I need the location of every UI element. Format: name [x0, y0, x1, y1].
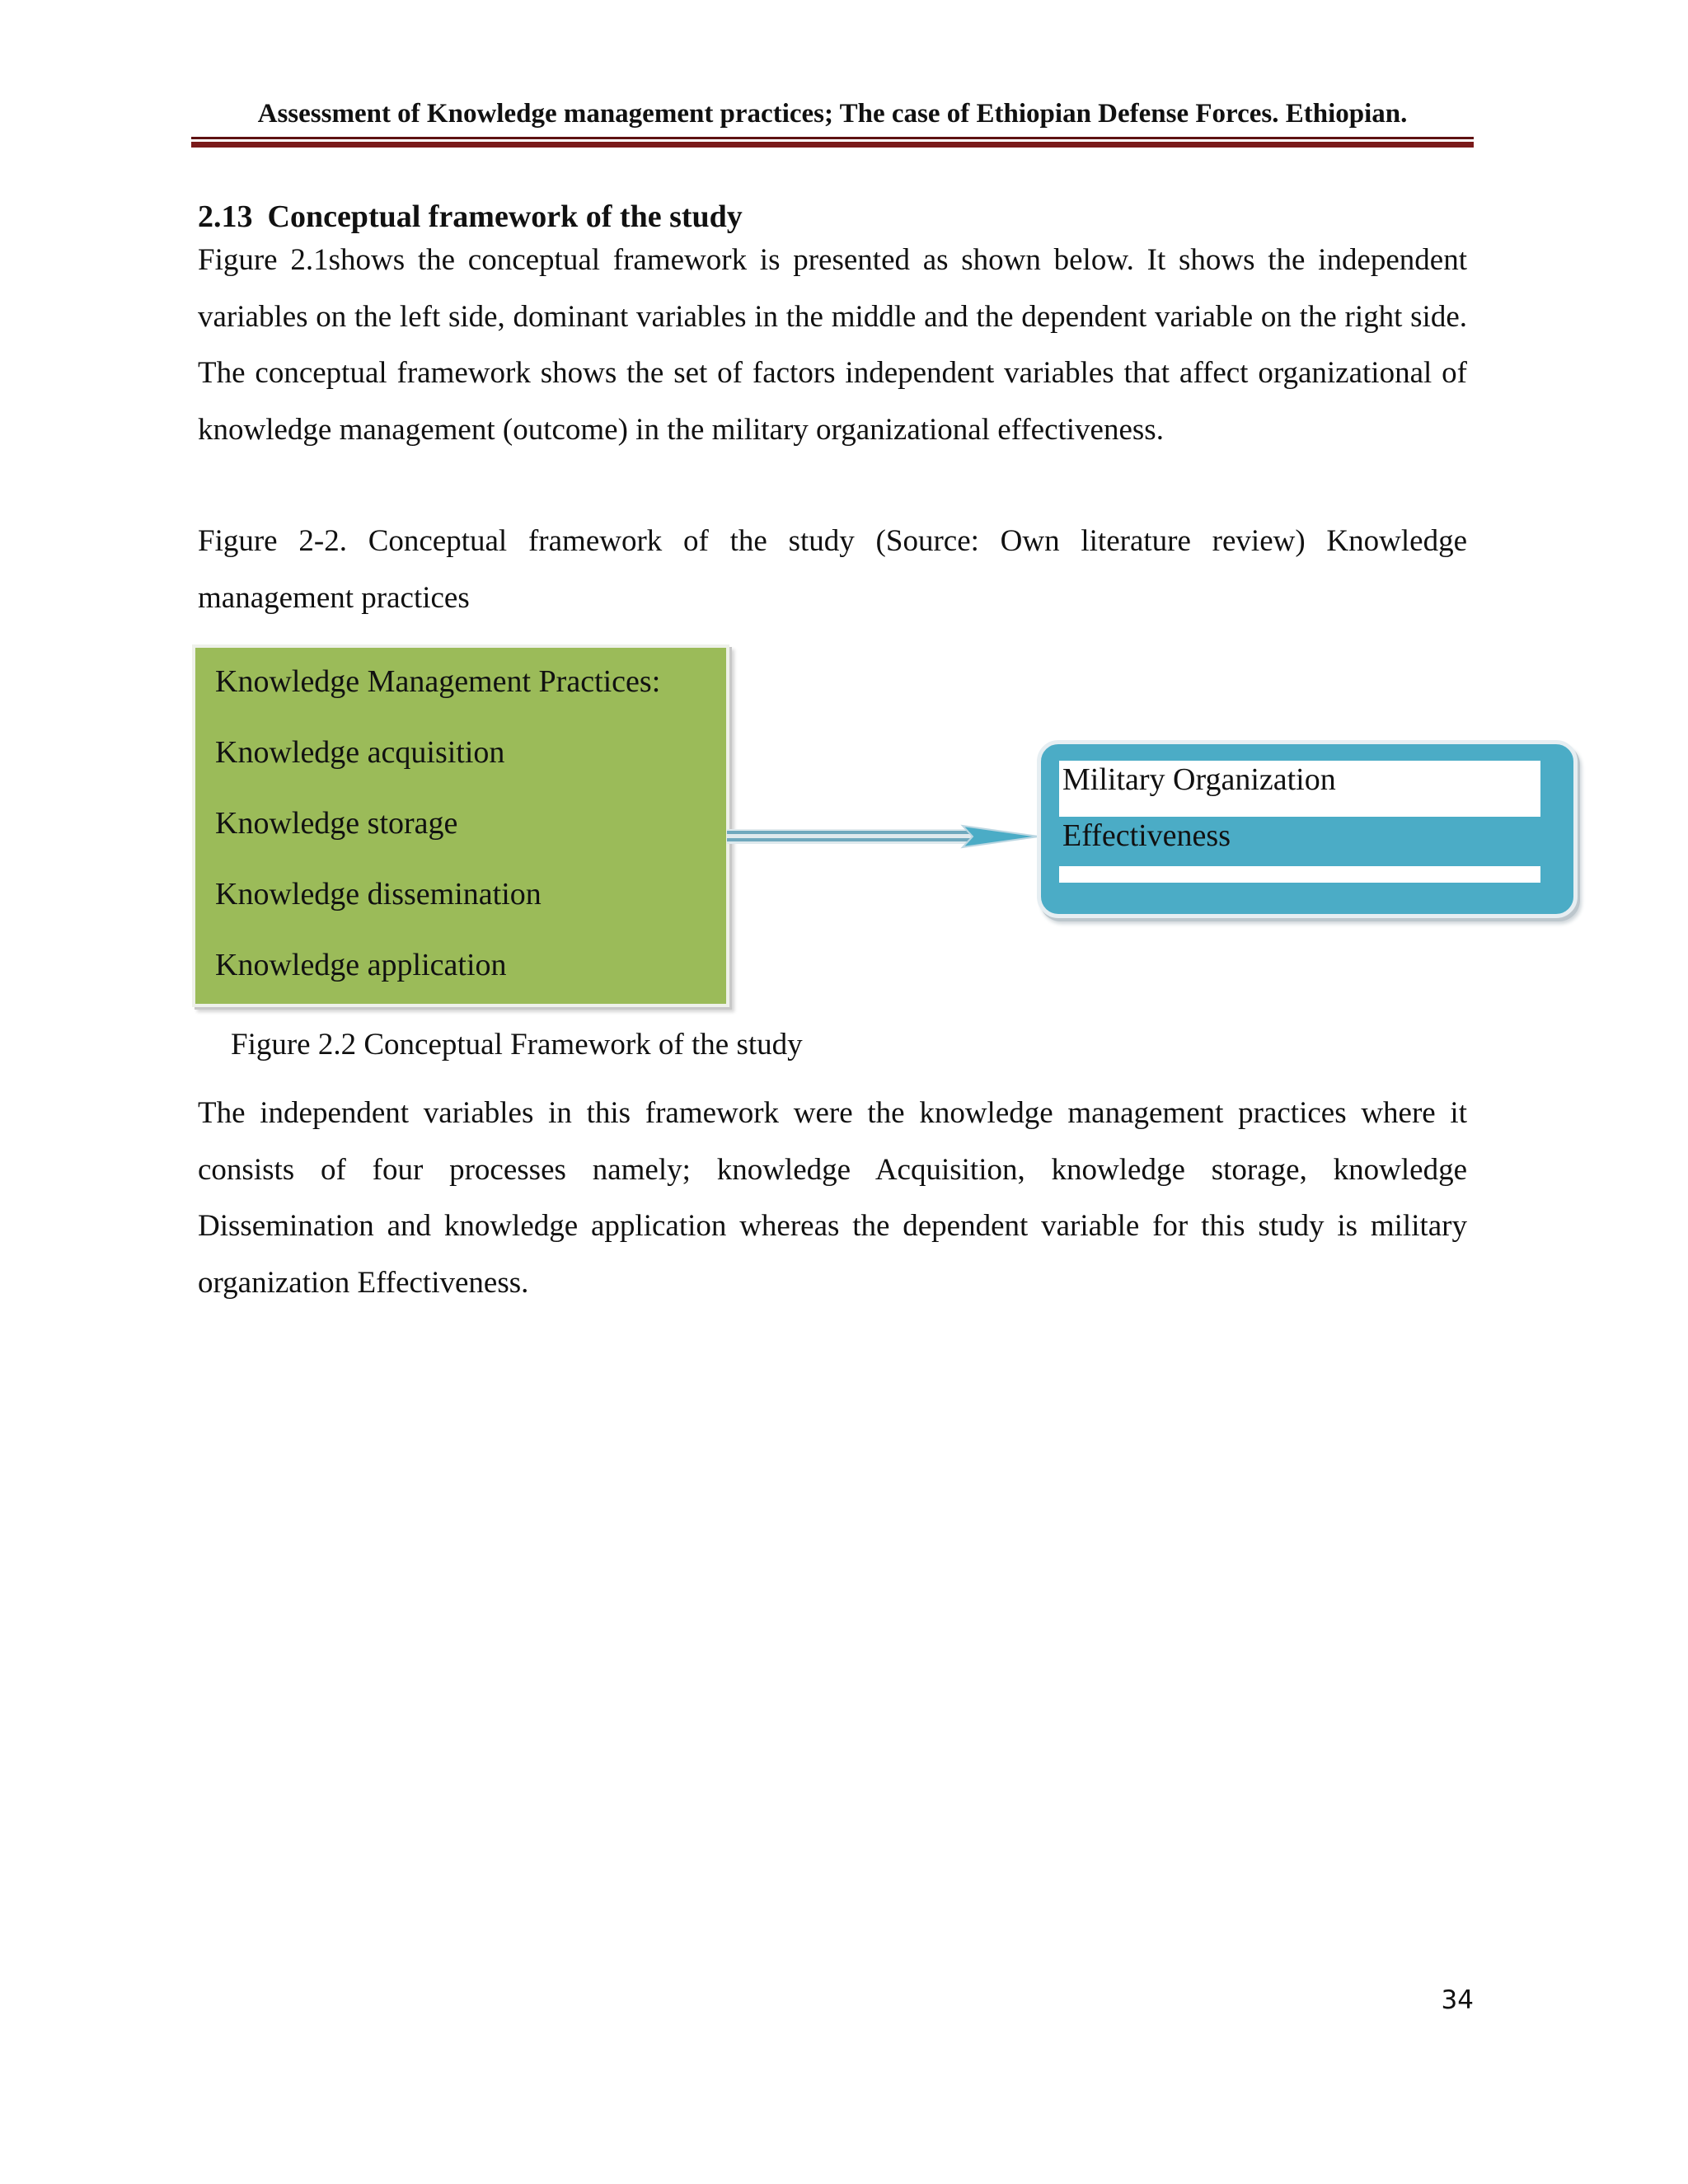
intro-paragraph: Figure 2.1shows the conceptual framework is presented as shown below. It shows the independent variables on the left side, dominant variables in the middle and the dependent variable on the right side. The conceptual framework shows the set of factors independent variables that affect organizational of knowledge management (outcome) in the military organizational effectiveness.: [198, 243, 1467, 447]
framework-arrow: [724, 816, 1045, 857]
practice-item: Knowledge application: [215, 948, 507, 982]
framework-box-heading: Knowledge Management Practices:: [215, 664, 661, 699]
header-rule-thick: [191, 142, 1474, 148]
dependent-variable-empty-row: [1059, 866, 1540, 883]
running-header: Assessment of Knowledge management practices; The case of Ethiopian Defense Forces. Ethiopian.: [257, 99, 1408, 129]
figure-reference-paragraph: Figure 2-2. Conceptual framework of the study (Source: Own literature review) Knowledge management practices: [198, 524, 1467, 615]
section-title: Conceptual framework of the study: [267, 199, 743, 234]
practice-item: Knowledge dissemination: [215, 877, 542, 912]
section-heading: [198, 198, 743, 236]
figure-caption: Figure 2.2 Conceptual Framework of the study: [231, 1028, 803, 1062]
arrow-head: [963, 826, 1039, 847]
arrow-shaft-top: [727, 831, 971, 834]
section-number: 2.13: [198, 199, 253, 234]
dependent-variable-box: [1037, 740, 1578, 918]
header-rule: [191, 137, 1474, 148]
practice-item: Knowledge storage: [215, 806, 458, 841]
practice-item: Knowledge acquisition: [215, 735, 505, 770]
page-number: 34: [1441, 1985, 1474, 2015]
dependent-variable-line1: Military Organization: [1059, 761, 1540, 817]
conclusion-paragraph: The independent variables in this framework were the knowledge management practices where it consists of four processes namely; knowledge Acquisition, knowledge storage, knowledge Dissemination and knowledge application whereas the dependent variable for this study is military organization Effectiveness.: [198, 1096, 1467, 1300]
header-rule-thin: [191, 137, 1474, 139]
dependent-variable-line2: Effectiveness: [1062, 818, 1231, 853]
arrow-shaft-bottom: [727, 838, 971, 841]
independent-variables-box: [192, 644, 729, 1007]
